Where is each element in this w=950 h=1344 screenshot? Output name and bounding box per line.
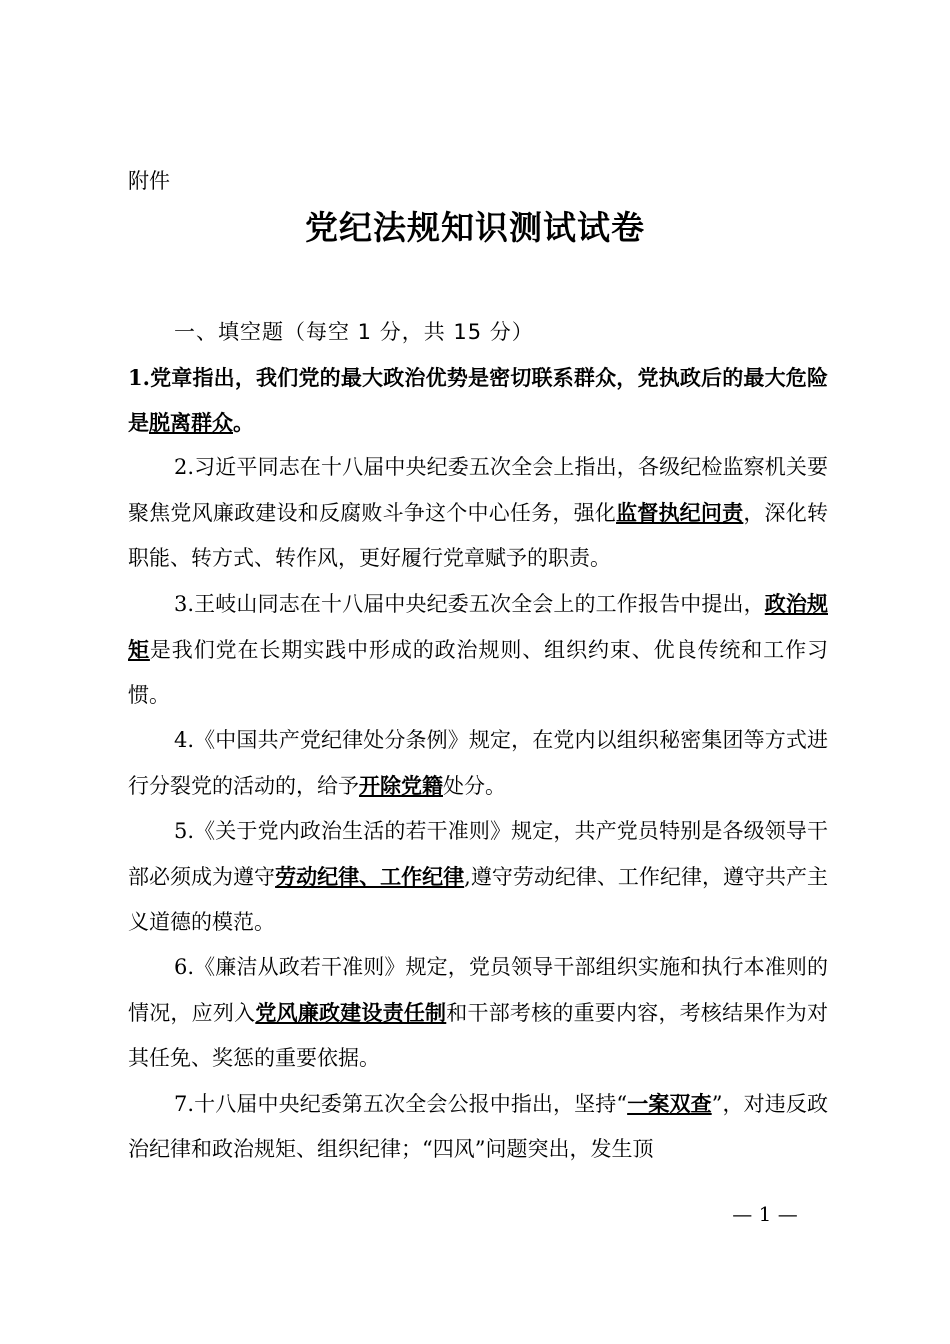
question-3-answer: 政治规矩 <box>128 591 828 662</box>
question-4-answer: 开除党籍 <box>359 773 443 798</box>
question-4 <box>128 718 828 809</box>
question-6-after: 和干部考核的重要内容，考核结果作为对其任免、奖惩的重要依据。 <box>128 1001 828 1070</box>
question-5-after: ,遵守劳动纪律、工作纪律，遵守共产主义道德的模范。 <box>128 865 829 934</box>
page-number: — 1 — <box>732 1202 798 1226</box>
question-3 <box>128 581 828 718</box>
question-1 <box>128 355 828 445</box>
question-5-answer: 劳动纪律、工作纪律 <box>275 864 465 889</box>
attachment-label: 附件 <box>128 169 170 193</box>
section-heading-fill-in: 一、填空题（每空 1 分，共 15 分） <box>174 320 534 344</box>
question-3-text: 3.王岐山同志在十八届中央纪委五次全会上的工作报告中提出， <box>174 592 765 616</box>
question-7-answer: 一案双查 <box>627 1091 712 1116</box>
question-2-after: ，深化转职能、转方式、转作风，更好履行党章赋予的职责。 <box>128 501 828 570</box>
question-6-text: 6.《廉洁从政若干准则》规定，党员领导干部组织实施和执行本准则的情况，应列入 <box>128 955 828 1025</box>
question-5-text: 5.《关于党内政治生活的若干准则》规定，共产党员特别是各级领导干部必须成为遵守 <box>128 819 828 889</box>
question-2-answer: 监督执纪问责 <box>616 500 744 525</box>
question-7-after: ”，对违反政治纪律和政治规矩、组织纪律；“四风”问题突出，发生顶 <box>128 1092 828 1161</box>
question-4-after: 处分。 <box>443 774 506 798</box>
question-2 <box>128 445 828 581</box>
question-4-text: 4.《中国共产党纪律处分条例》规定，在党内以组织秘密集团等方式进行分裂党的活动的，给予 <box>128 728 828 798</box>
question-5 <box>128 809 828 945</box>
question-7 <box>128 1081 828 1172</box>
question-2-text: 2.习近平同志在十八届中央纪委五次全会上指出，各级纪检监察机关要聚焦党风廉政建设和反腐败斗争这个中心任务，强化 <box>128 455 828 525</box>
question-1-answer: 脱离群众 <box>149 410 233 435</box>
question-1-after: 。 <box>233 410 254 435</box>
question-6-answer: 党风廉政建设责任制 <box>255 1000 447 1025</box>
question-1-text: 1.党章指出，我们党的最大政治优势是密切联系群众，党执政后的最大危险是 <box>128 365 828 435</box>
document-body <box>128 310 828 1172</box>
question-3-after: 是我们党在长期实践中形成的政治规则、组织约束、优良传统和工作习惯。 <box>128 638 829 707</box>
question-7-text: 7.十八届中央纪委第五次全会公报中指出，坚持“ <box>174 1092 628 1116</box>
document-title: 党纪法规知识测试试卷 <box>305 208 645 247</box>
question-6 <box>128 945 828 1081</box>
